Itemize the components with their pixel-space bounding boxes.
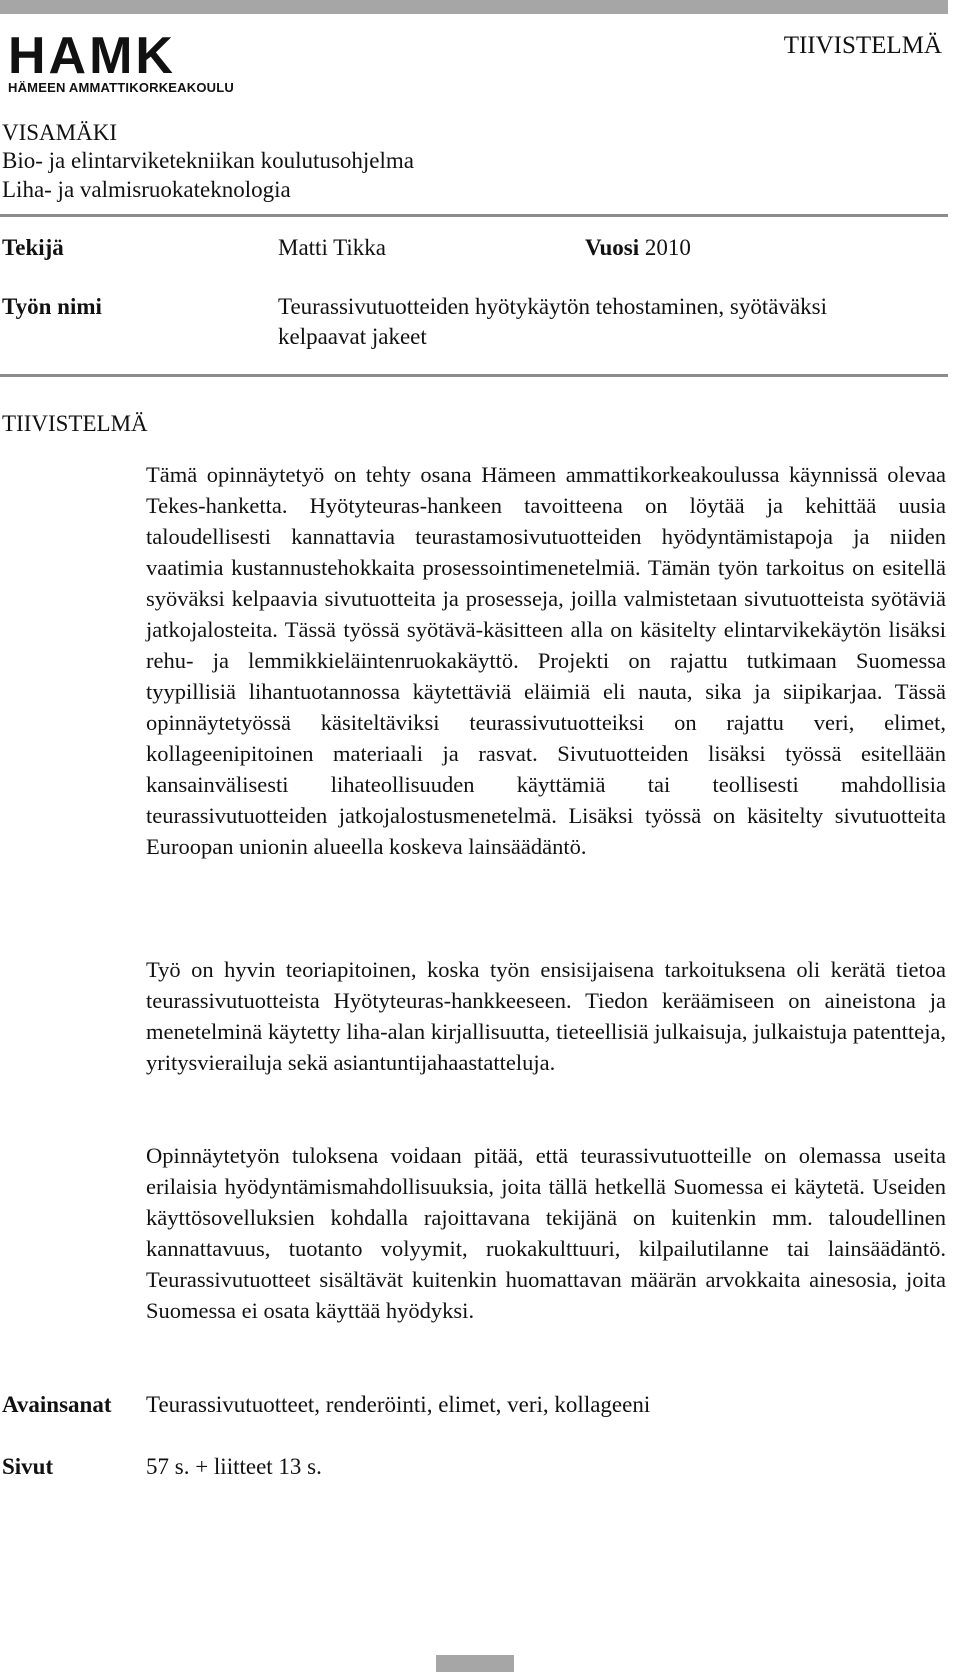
abstract-heading: TIIVISTELMÄ (2, 411, 148, 436)
year-value: 2010 (644, 235, 691, 260)
abstract-paragraph-3: Opinnäytetyön tuloksena voidaan pitää, että teurassivutuotteille on olemassa useita erilaisia hyödyntämismahdollisuuksia, joita tällä hetkellä Suomessa ei käytetä. Useiden käyttösovelluksien kohdalla rajoittavana tekijänä on kuitenkin mm. taloudellinen kannattavuus, tuotanto volyymit, ruokakulttuuri, kilpailutilanne tai lainsäädäntö. Teurassivutuotteet sisältävät kuitenkin huomattavan määrän arvokkaita ainesosia, joita Suomessa ei osata käyttää hyödyksi. (146, 1143, 946, 1323)
year-field (585, 233, 691, 263)
year-label: Vuosi (585, 235, 640, 260)
document-type: TIIVISTELMÄ (783, 32, 942, 59)
title-label: Työn nimi (2, 294, 102, 319)
author-label: Tekijä (2, 235, 64, 260)
keywords-label: Avainsanat (2, 1392, 112, 1417)
divider (0, 374, 948, 377)
abstract-paragraph-2: Työ on hyvin teoriapitoinen, koska työn ensisijaisena tarkoituksena oli kerätä tietoa teurassivutuotteista Hyötyteuras-hankkeeseen. Tiedon keräämiseen on aineistona ja menetelminä käytetty liha-alan kirjallisuutta, tieteellisiä julkaisuja, julkaistuja patentteja, yritysvierailuja sekä asiantuntijahaastatteluja. (146, 957, 946, 1075)
logo-subtitle: HÄMEEN AMMATTIKORKEAKOULU (8, 80, 234, 95)
unit-name: VISAMÄKI (2, 120, 117, 145)
top-rule (0, 0, 948, 14)
specialization-name: Liha- ja valmisruokateknologia (2, 177, 291, 202)
abstract-paragraph-1: Tämä opinnäytetyö on tehty osana Hämeen ammattikorkeakoulussa käynnissä olevaa Tekes-hanketta. Hyötyteuras-hankeen tavoitteena on löytää ja kehittää uusia taloudellisesti kannattavia teurastamosivutuotteiden hyödyntämistapoja ja niiden vaatimia kustannustehokkaita prosessointimenetelmiä. Tämän työn tarkoitus on esitellä syöväksi kelpaavia sivutuotteita ja prosesseja, joilla valmistetaan sivutuotteista syötäviä jatkojalosteita. Tässä työssä syötävä-käsitteen alla on käsitelty elintarvikekäytön lisäksi rehu- ja lemmikkieläintenruokakäyttö. Projekti on rajattu tutkimaan Suomessa tyypillisiä lihantuotannossa käytettäviä eläimiä eli nauta, sika ja siipikarjaa. Tässä opinnäytetyössä käsiteltäviksi teurassivutuotteiksi on rajattu veri, elimet, kollageenipitoinen materiaali ja rasvat. Sivutuotteiden lisäksi työssä esitellään kansainvälisesti lihateollisuuden käyttämiä tai teollisesti mahdollisia teurassivutuotteiden jatkojalostusmenetelmä. Lisäksi työssä on käsitelty sivutuotteita Euroopan unionin alueella koskeva lainsäädäntö. (146, 462, 946, 859)
footer-bar (436, 1655, 514, 1672)
hamk-logo (8, 27, 234, 95)
title-line-2: kelpaavat jakeet (278, 324, 427, 349)
author-value: Matti Tikka (278, 235, 387, 260)
pages-value: 57 s. + liitteet 13 s. (146, 1454, 322, 1479)
title-line-1: Teurassivutuotteiden hyötykäytön tehostaminen, syötäväksi (278, 294, 828, 319)
pages-label: Sivut (2, 1454, 54, 1479)
divider (0, 214, 948, 217)
programme-name: Bio- ja elintarviketekniikan koulutusohjelma (2, 148, 414, 173)
logo-mark: HAMK (8, 27, 176, 85)
keywords-value: Teurassivutuotteet, renderöinti, elimet, veri, kollageeni (146, 1392, 651, 1417)
